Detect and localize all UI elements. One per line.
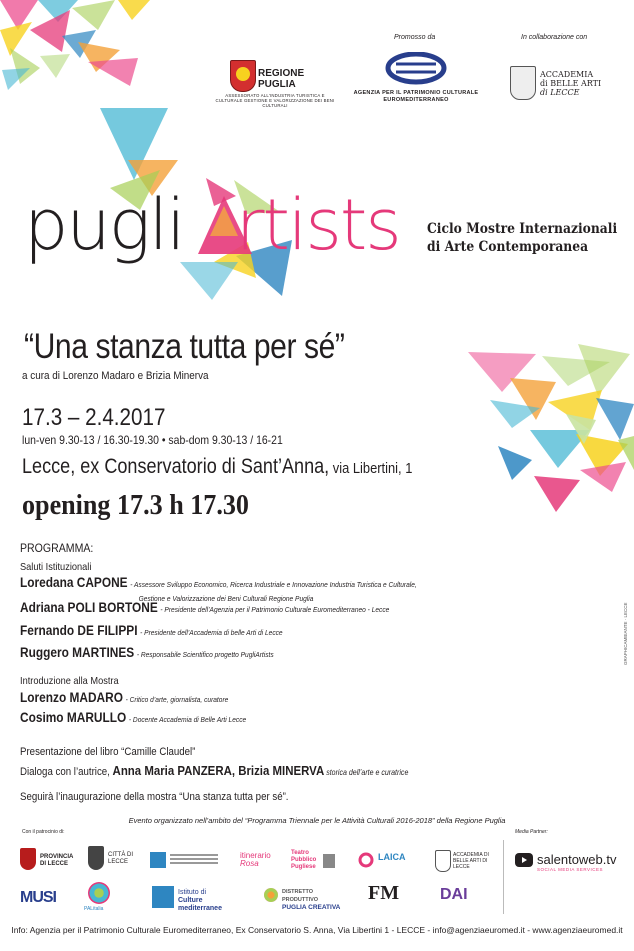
regione-subtitle: ASSESSORATO ALL'INDUSTRIA TURISTICA E CULTURALE GESTIONE E VALORIZZAZIONE DEI BENI CULTURALI: [215, 93, 335, 108]
istituto-culture-logo: Istituto di Culture mediterranee: [152, 886, 232, 910]
speaker-name: Loredana CAPONE: [20, 575, 128, 590]
teatro-icon: [323, 854, 335, 868]
speaker-name: Fernando DE FILIPPI: [20, 623, 138, 638]
teatro-pubblico-logo: Teatro Pubblico Pugliese: [291, 850, 341, 874]
saluti-heading: Saluti Istituzionali: [20, 561, 92, 573]
exhibition-title: “Una stanza tutta per sé”: [24, 327, 345, 366]
speaker-role: - Presidente dell’Agenzia per il Patrimonio Culturale Euromediterraneo - Lecce: [160, 605, 390, 614]
speaker-name: Adriana POLI BORTONE: [20, 600, 158, 615]
accademia-logo: [510, 66, 610, 106]
dai-logo: DAI: [440, 886, 468, 903]
regione-puglia-logo: [214, 58, 338, 108]
speaker-role: - Critico d’arte, giornalista, curatore: [125, 695, 229, 704]
patronage-label: Con il patrocinio di:: [22, 829, 65, 835]
venue-street: via Libertini, 1: [329, 460, 413, 477]
opening-hours: lun-ven 9.30-13 / 16.30-19.30 • sab-dom 9.30-13 / 16-21: [22, 433, 283, 447]
vertical-credit: GRAPHICAMBIANTE · LECCE: [623, 602, 628, 665]
fm-logo: FM: [368, 882, 400, 904]
venue: [22, 455, 412, 479]
promoted-by-label: Promosso da: [394, 34, 436, 41]
speaker-name: Ruggero MARTINES: [20, 645, 135, 660]
speaker-row: [20, 709, 246, 727]
speaker-role: - Docente Accademia di Belle Arti Lecce: [128, 715, 247, 724]
puglia-cultura-logo: [150, 852, 220, 870]
speaker-row: [20, 599, 389, 617]
media-partner-label: Media Partner:: [515, 829, 548, 835]
agenzia-name: AGENZIA PER IL PATRIMONIO CULTURALE EUROMEDITERRANEO: [353, 90, 479, 103]
agenzia-ellipse-icon: [354, 52, 478, 88]
play-icon: [515, 853, 533, 867]
footer-info: Info: Agenzia per il Patrimonio Culturale Euromediterraneo, Ex Conservatorio S. Anna, Via Libertini 1 - LECCE - info@agenziaeuromed.it - www.agenziaeuromed.it: [11, 925, 623, 935]
logo-word-rtists: rtists: [235, 184, 400, 266]
regione-crest-icon: [230, 60, 256, 92]
laica-swirl-icon: [358, 852, 374, 868]
itinerario-rosa-logo: itinerario Rosa: [240, 851, 271, 868]
citta-logo: CITTÀ DI LECCE: [88, 846, 140, 872]
logo-word-pugli: pugli: [24, 184, 184, 266]
speaker-role: - Responsabile Scientifico progetto PugliArtists: [136, 650, 274, 659]
citta-crest-icon: [88, 846, 104, 870]
speaker-role: - Assessore Sviluppo Economico, Ricerca Industriale e Innovazione Industria Turistica e Culturale,: [130, 580, 417, 589]
accademia-small-logo: ACCADEMIA DI BELLE ARTI DI LECCE: [435, 850, 497, 874]
venue-name: Lecce, ex Conservatorio di Sant’Anna,: [22, 455, 330, 478]
curated-by: a cura di Lorenzo Madaro e Brizia Minerva: [22, 370, 209, 382]
speaker-row: [20, 644, 274, 662]
palitalia-globe-icon: [88, 882, 110, 904]
collaboration-label: In collaborazione con: [521, 34, 588, 41]
speaker-name: Lorenzo MADARO: [20, 690, 123, 705]
musi-logo: MUSI: [20, 889, 56, 906]
distretto-dots-icon: [264, 888, 278, 902]
speaker-row: [20, 689, 228, 707]
accademia-name: ACCADEMIA di BELLE ARTI di LECCE: [540, 70, 602, 97]
istituto-square-icon: [152, 886, 174, 908]
dialog-role: storica dell’arte e curatrice: [324, 768, 409, 777]
closing-line: Seguirà l’inaugurazione della mostra “Una stanza tutta per sé”.: [20, 791, 289, 803]
exhibition-dates: 17.3 – 2.4.2017: [22, 404, 166, 431]
provincia-logo: PROVINCIA DI LECCE: [20, 848, 76, 874]
dialog-line: Dialoga con l’autrice, Anna Maria PANZERA, Brizia MINERVA storica dell’arte e curatrice: [20, 763, 409, 778]
salentoweb-logo: salentoweb.tv SOCIAL MEDIA SERVICES: [515, 851, 625, 873]
agenzia-logo: [354, 52, 478, 104]
palitalia-logo: PALitalia: [84, 882, 114, 914]
speaker-role: - Presidente dell’Accademia di belle Arti di Lecce: [140, 628, 283, 637]
opening-time: opening 17.3 h 17.30: [22, 489, 249, 521]
regione-name: REGIONE PUGLIA: [258, 68, 305, 90]
intro-heading: Introduzione alla Mostra: [20, 675, 119, 687]
accademia-small-crest-icon: [435, 850, 451, 872]
book-presentation: Presentazione del libro “Camille Claudel”: [20, 746, 196, 758]
pugliartists-logo: [24, 185, 400, 265]
speaker-row: [20, 622, 283, 640]
provincia-crest-icon: [20, 848, 36, 870]
logo-letter-a: [184, 185, 236, 265]
speaker-role-line2: Gestione e Valorizzazione dei Beni Culturali Regione Puglia: [138, 594, 314, 603]
speaker-name: Cosimo MARULLO: [20, 710, 127, 725]
event-note: Evento organizzato nell’ambito del “Programma Triennale per le Attività Culturali 2016-2018” della Regione Puglia: [128, 816, 506, 825]
distretto-logo: DISTRETTO PRODUTTIVO PUGLIA CREATIVA: [264, 886, 344, 912]
brand-tagline: Ciclo Mostre Internazionali di Arte Contemporanea: [427, 221, 618, 255]
programma-heading: PROGRAMMA:: [20, 541, 94, 555]
accademia-crest-icon: [510, 66, 536, 100]
dialog-names: Anna Maria PANZERA, Brizia MINERVA: [112, 763, 325, 778]
sponsor-divider: [503, 840, 504, 914]
laica-logo: LAICA: [358, 852, 428, 874]
cultura-square-icon: [150, 852, 166, 868]
